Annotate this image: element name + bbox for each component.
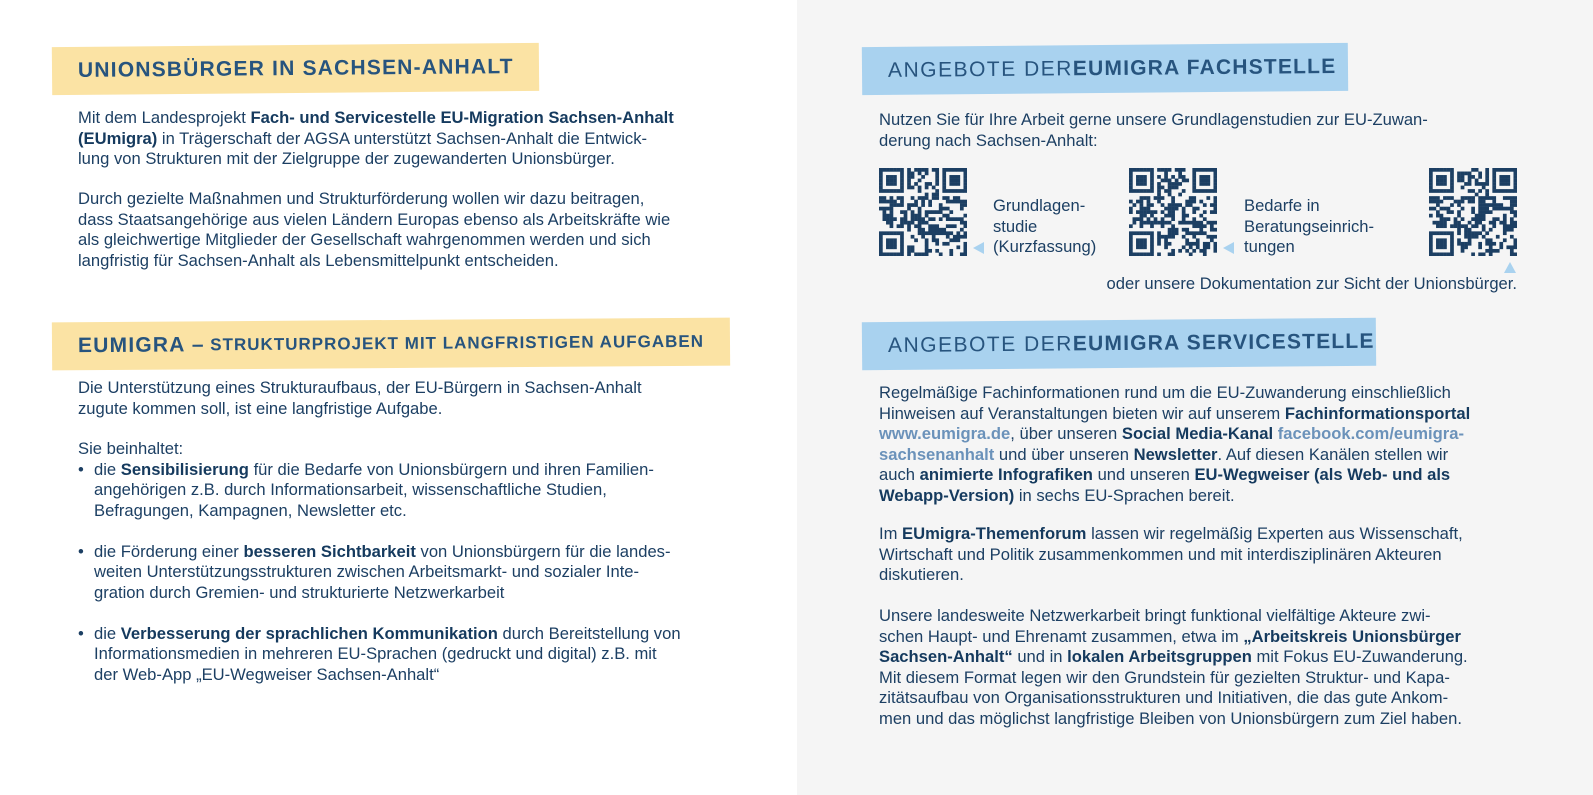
qr-label-bedarfe: Bedarfe in Beratungseinrich- tungen <box>1244 196 1375 256</box>
tasks-intro: Sie beinhaltet: <box>78 439 184 458</box>
task-paragraph: Die Unterstützung eines Strukturaufbaus, der EU-Bürgern in Sachsen-Anhalt zugute kommen soll, ist eine langfristige Aufgabe. <box>78 378 642 418</box>
intro-paragraph: Mit dem Landesprojekt Fach- und Servicestelle EU-Migration Sachsen-Anhalt (EUmigra) in Trägerschaft der AGSA unterstützt Sachsen-Anhalt die Entwick- lung von Strukturen mit der Zielgruppe der zugewanderten Unionsbürger. <box>78 108 674 168</box>
heading-text: UNIONSBÜRGER IN SACHSEN-ANHALT <box>77 55 514 82</box>
project-abbr: (EUmigra) <box>78 128 158 148</box>
goal-paragraph: Durch gezielte Maßnahmen und Strukturförderung wollen wir dazu beitragen, dass Staatsangehörige aus vielen Ländern Europas ebenso als Arbeitskräfte wie als gleichwertige Mitglieder der Gesellschaft wahrgenommen werden und sich langfristig für Sachsen-Anhalt als Lebensmittelpunkt entscheiden. <box>78 189 671 270</box>
arrow-left-icon <box>973 242 984 254</box>
heading-light: ANGEBOTE DER <box>887 332 1073 358</box>
service-paragraph-3: Unsere landesweite Netzwerkarbeit bringt funktional vielfältige Akteure zwi- schen Haupt- und Ehrenamt zusammen, etwa im „Arbeitskreis Unionsbürger Sachsen-Anhalt“ und in lokalen Arbeitsgruppen mit Fokus EU-Zuwanderung. Mit diesem Format legen wir den Grundstein für gezielten Struktur- und Kapa- zitätsaufbau von Organisationsstrukturen und Initiativen, die das gute Ankom- men und das möglichst langfristige Bleiben von Unionsbürgern zum Ziel haben. <box>879 606 1468 728</box>
heading-light: ANGEBOTE DER <box>887 57 1073 82</box>
arrow-up-icon <box>1504 262 1516 273</box>
heading-main: EUMIGRA – <box>77 333 205 358</box>
list-item: • die Verbesserung der sprachlichen Kommunikation durch Bereitstellung von Informationsmedien in mehreren EU-Sprachen (gedruckt und digital) z.B. mit der Web-App „EU-Wegweiser Sachsen-Anhalt“ <box>78 624 778 686</box>
section-heading-unionsbuerger <box>52 43 539 95</box>
section-heading-fachstelle <box>862 43 1348 95</box>
qr-code-icon[interactable] <box>1129 168 1217 256</box>
qr-code-icon[interactable] <box>879 168 967 256</box>
arrow-left-icon <box>1223 242 1234 254</box>
facebook-link[interactable]: facebook.com/eumigra- <box>1277 424 1465 443</box>
heading-bold: EUMIGRA SERVICESTELLE <box>1072 329 1375 356</box>
documentation-line: oder unsere Dokumentation zur Sicht der Unionsbürger. <box>1106 274 1517 293</box>
qr-code-icon[interactable] <box>1429 168 1517 256</box>
heading-sub: STRUKTURPROJEKT MIT LANGFRISTIGEN AUFGABEN <box>210 331 705 355</box>
list-item: • die Förderung einer besseren Sichtbarkeit von Unionsbürgern für die landes- weiten Unterstützungsstrukturen zwischen Arbeitsmarkt- und sozialer Inte- gration durch Gremien- und strukturierte Netzwerkarbeit <box>78 542 778 604</box>
website-link[interactable]: www.eumigra.de <box>879 424 1011 443</box>
heading-bold: EUMIGRA FACHSTELLE <box>1072 54 1337 81</box>
qr-label-grundlagenstudie: Grundlagen- studie (Kurzfassung) <box>993 196 1097 256</box>
studies-intro: Nutzen Sie für Ihre Arbeit gerne unsere Grundlagenstudien zur EU-Zuwan- derung nach Sachsen-Anhalt: <box>879 110 1428 150</box>
project-name: Fach- und Servicestelle EU-Migration Sachsen-Anhalt <box>250 108 674 127</box>
service-paragraph-1: Regelmäßige Fachinformationen rund um die EU-Zuwanderung einschließlich Hinweisen auf Veranstaltungen bieten wir auf unserem Fachinformationsportal www.eumigra.de, über unseren Social Media-Kanal facebook.com/eumigra- sachsenanhalt und über unseren Newsletter. Auf diesen Kanälen stellen wir auch animierte Infografiken und unseren EU-Wegweiser (als Web- und als Webapp-Version) in sechs EU-Sprachen bereit. <box>879 383 1471 505</box>
right-page <box>797 0 1593 795</box>
facebook-link-cont[interactable]: sachsenanhalt <box>879 444 995 464</box>
section-heading-servicestelle <box>862 318 1376 370</box>
service-paragraph-2: Im EUmigra-Themenforum lassen wir regelmäßig Experten aus Wissenschaft, Wirtschaft und Politik zusammenkommen und mit interdisziplinären Akteuren diskutieren. <box>879 524 1463 584</box>
section-heading-strukturprojekt <box>52 318 730 371</box>
tasks-list-block <box>78 439 778 706</box>
list-item: • die Sensibilisierung für die Bedarfe von Unionsbürgern und ihren Familien- angehörigen z.B. durch Informationsarbeit, wissenschaftliche Studien, Befragungen, Kampagnen, Newsletter etc. <box>78 460 778 522</box>
tasks-list <box>78 460 778 686</box>
